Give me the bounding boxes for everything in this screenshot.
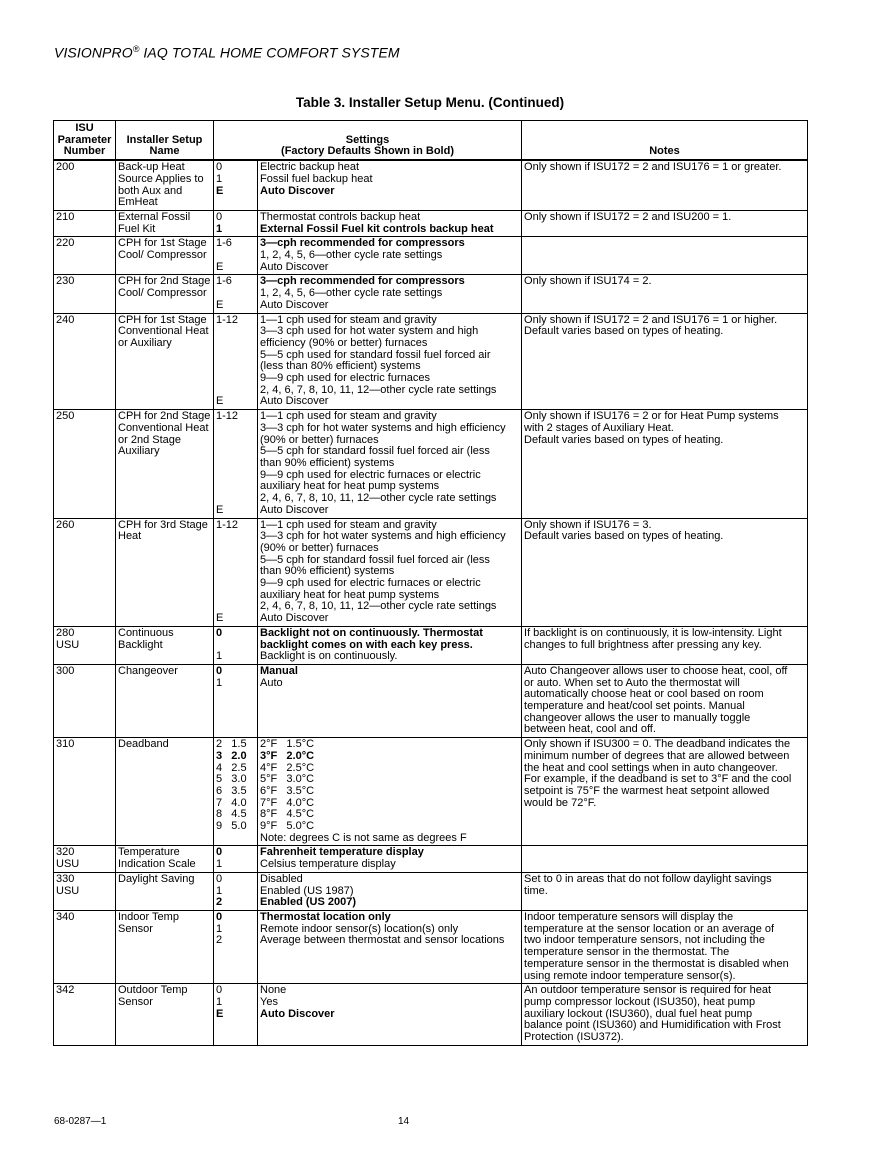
setting-line: 1—1 cph used for steam and gravity	[260, 518, 437, 531]
settings-cell	[258, 160, 522, 210]
option-value: 8 4.5	[216, 808, 247, 821]
setting-line: (less than 80% efficient) systems	[260, 360, 421, 373]
col-header-name: Installer Setup Name	[116, 121, 214, 161]
setting-line: 5—5 cph used for standard fossil fuel forced air	[260, 348, 491, 361]
setting-line: None	[260, 984, 287, 997]
isu-number-cell	[54, 984, 116, 1046]
option-value: 0	[216, 664, 223, 677]
setting-line: 2, 4, 6, 7, 8, 10, 11, 12—other cycle rate settings	[260, 600, 497, 613]
setting-line: Auto Discover	[260, 298, 329, 311]
option-value: 3 2.0	[216, 749, 247, 762]
option-value: 1	[216, 922, 223, 935]
note-line: or auto. When set to Auto the thermostat will	[524, 676, 740, 689]
setting-line: 2, 4, 6, 7, 8, 10, 11, 12—other cycle rate settings	[260, 492, 497, 505]
setting-line: Electric backup heat	[260, 161, 360, 174]
isu-number: 230	[56, 275, 75, 288]
note-line: Only shown if ISU172 = 2 and ISU200 = 1.	[524, 210, 732, 223]
setup-name: Indoor Temp Sensor	[118, 911, 179, 935]
notes-cell	[522, 872, 808, 910]
setting-line: than 90% efficient) systems	[260, 565, 395, 578]
isu-number-cell	[54, 210, 116, 236]
setting-line: than 90% efficient) systems	[260, 456, 395, 469]
option-values-cell	[214, 984, 258, 1046]
setup-name: CPH for 2nd Stage Conventional Heat or 2nd Stage Auxiliary	[118, 410, 211, 458]
settings-cell	[258, 846, 522, 872]
setting-line: 5—5 cph for standard fossil fuel forced air (less	[260, 445, 490, 458]
option-value: 4 2.5	[216, 761, 247, 774]
setup-name-cell	[116, 911, 214, 984]
note-line: An outdoor temperature sensor is required for heat	[524, 984, 772, 997]
setting-line: External Fossil Fuel kit controls backup heat	[260, 222, 494, 235]
note-line: with 2 stages of Auxiliary Heat.	[524, 421, 674, 434]
table-row	[54, 313, 808, 410]
note-line: Only shown if ISU174 = 2.	[524, 275, 652, 288]
setup-name-cell	[116, 410, 214, 518]
setting-line: 1, 2, 4, 5, 6—other cycle rate settings	[260, 249, 443, 262]
isu-number-cell	[54, 738, 116, 846]
table-row	[54, 846, 808, 872]
setting-line: Yes	[260, 995, 278, 1008]
option-values-cell	[214, 872, 258, 910]
option-value: 1-12	[216, 410, 239, 423]
note-line: temperature sensor in the thermostat is disabled when	[524, 957, 789, 970]
setting-line: 6°F 3.5°C	[260, 784, 315, 797]
setting-line: 9—9 cph used for electric furnaces	[260, 372, 430, 385]
option-auto-value: E	[216, 395, 224, 408]
setup-name-cell	[116, 984, 214, 1046]
setup-name-cell	[116, 872, 214, 910]
setting-line: Auto Discover	[260, 503, 329, 516]
option-values-cell	[214, 738, 258, 846]
option-value: 1-6	[216, 275, 232, 288]
option-values-cell	[214, 518, 258, 626]
isu-number-cell	[54, 313, 116, 410]
setup-name: Daylight Saving	[118, 872, 195, 885]
setup-name: CPH for 1st Stage Conventional Heat or Auxiliary	[118, 313, 209, 349]
option-value: E	[216, 184, 224, 197]
table-header-row	[54, 121, 808, 161]
setting-line: Enabled (US 1987)	[260, 884, 354, 897]
option-values-cell	[214, 846, 258, 872]
note-line: Only shown if ISU172 = 2 and ISU176 = 1 or greater.	[524, 161, 782, 174]
setting-line: Auto Discover	[260, 260, 329, 273]
option-values-cell	[214, 410, 258, 518]
table-title: Table 3. Installer Setup Menu. (Continued)	[295, 95, 565, 110]
isu-number: 300	[56, 664, 75, 677]
setting-line: 3—cph recommended for compressors	[260, 237, 465, 250]
isu-number: USU	[56, 638, 80, 651]
note-line: Default varies based on types of heating.	[524, 530, 724, 543]
isu-number: USU	[56, 858, 80, 871]
option-value: 1-6	[216, 237, 232, 250]
setup-name-cell	[116, 738, 214, 846]
option-values-cell	[214, 210, 258, 236]
setup-name: Continuous Backlight	[118, 626, 174, 651]
isu-number-cell	[54, 626, 116, 664]
setting-line: Thermostat location only	[260, 911, 391, 923]
settings-cell	[258, 410, 522, 518]
running-header	[54, 44, 400, 61]
setting-line: 1, 2, 4, 5, 6—other cycle rate settings	[260, 287, 443, 300]
notes-cell	[522, 275, 808, 313]
setup-name-cell	[116, 210, 214, 236]
option-auto-value: E	[216, 298, 224, 311]
option-value: 0	[216, 626, 223, 639]
table-row	[54, 210, 808, 236]
option-value: 0	[216, 872, 223, 885]
notes-cell	[522, 237, 808, 275]
option-values-cell	[214, 160, 258, 210]
isu-number: 320	[56, 846, 75, 859]
isu-number: 240	[56, 313, 75, 326]
setting-line: auxiliary heat for heat pump systems	[260, 480, 440, 493]
table-row	[54, 518, 808, 626]
table-row	[54, 738, 808, 846]
option-values-cell	[214, 911, 258, 984]
setting-line: 3—3 cph for hot water systems and high efficiency	[260, 421, 506, 434]
setting-line: Backlight not on continuously. Thermostat	[260, 626, 483, 639]
note-line: would be 72°F.	[524, 796, 597, 809]
settings-cell	[258, 984, 522, 1046]
setup-name-cell	[116, 237, 214, 275]
isu-number: USU	[56, 884, 80, 897]
note-line: temperature sensor in the thermostat. The	[524, 946, 730, 959]
isu-number: 342	[56, 984, 75, 997]
settings-cell	[258, 738, 522, 846]
option-value: 1	[216, 858, 223, 871]
setting-line: 5—5 cph for standard fossil fuel forced air (less	[260, 553, 490, 566]
note-line: auxiliary lockout (ISU360), dual fuel heat pump	[524, 1007, 753, 1020]
settings-cell	[258, 664, 522, 737]
setting-line: (90% or better) furnaces	[260, 541, 379, 554]
setup-name-cell	[116, 275, 214, 313]
note-line: time.	[524, 884, 548, 897]
note-line: Protection (ISU372).	[524, 1031, 624, 1044]
setting-line: 7°F 4.0°C	[260, 796, 315, 809]
note-line: temperature at the sensor location or an average of	[524, 922, 775, 935]
note-line: pump compressor lockout (ISU350), heat pump	[524, 995, 756, 1008]
option-values-cell	[214, 626, 258, 664]
option-value: 0	[216, 210, 223, 223]
setup-name-cell	[116, 518, 214, 626]
isu-number-cell	[54, 410, 116, 518]
settings-cell	[258, 626, 522, 664]
note-line: temperature and heat/cool set points. Manual	[524, 700, 745, 713]
note-line: minimum number of degrees that are allowed between	[524, 749, 790, 762]
isu-number-cell	[54, 518, 116, 626]
setting-line: 8°F 4.5°C	[260, 808, 315, 821]
setting-line: Manual	[260, 664, 298, 677]
table-row	[54, 984, 808, 1046]
isu-number: 280	[56, 626, 75, 639]
setup-name-cell	[116, 160, 214, 210]
setting-line: Backlight is on continuously.	[260, 650, 398, 663]
isu-number-cell	[54, 664, 116, 737]
notes-cell	[522, 738, 808, 846]
table-row	[54, 872, 808, 910]
notes-cell	[522, 313, 808, 410]
option-value: 0	[216, 161, 223, 174]
notes-cell	[522, 210, 808, 236]
header-title-part1: VISIONPRO	[54, 44, 133, 61]
setup-name: Temperature Indication Scale	[118, 846, 196, 871]
note-line: setpoint is 75°F the warmest heat setpoint allowed	[524, 784, 770, 797]
note-line: between heat, cool and off.	[524, 723, 656, 736]
setting-line: Auto	[260, 676, 283, 689]
note-line: Set to 0 in areas that do not follow daylight savings	[524, 872, 772, 885]
setting-line: Enabled (US 2007)	[260, 896, 356, 909]
note-line: Indoor temperature sensors will display the	[524, 911, 734, 923]
note-line: Default varies based on types of heating.	[524, 433, 724, 446]
setup-name: Back-up Heat Source Applies to both Aux and EmHeat	[118, 161, 204, 209]
setup-name-cell	[116, 664, 214, 737]
isu-number-cell	[54, 911, 116, 984]
option-value: 0	[216, 984, 223, 997]
setting-line: backlight comes on with each key press.	[260, 638, 473, 651]
setting-line: 1—1 cph used for steam and gravity	[260, 313, 437, 326]
setting-line: Auto Discover	[260, 1007, 335, 1020]
settings-cell	[258, 872, 522, 910]
note-line: changes to full brightness after pressing any key.	[524, 638, 762, 651]
note-line: two indoor temperature sensors, not including the	[524, 934, 765, 947]
setup-name: CPH for 2nd Stage Cool/ Compressor	[118, 275, 211, 300]
option-value: 7 4.0	[216, 796, 247, 809]
setup-name: Outdoor Temp Sensor	[118, 984, 188, 1008]
option-value: 2	[216, 934, 223, 947]
option-auto-value: E	[216, 612, 224, 625]
option-values-cell	[214, 664, 258, 737]
table-row	[54, 911, 808, 984]
setting-line: Auto Discover	[260, 184, 335, 197]
setting-line: 9°F 5.0°C	[260, 820, 315, 833]
isu-number: 220	[56, 237, 75, 250]
note-line: using remote indoor temperature sensor(s).	[524, 969, 736, 982]
setup-name-cell	[116, 846, 214, 872]
isu-number-cell	[54, 872, 116, 910]
setup-name: CPH for 1st Stage Cool/ Compressor	[118, 237, 207, 262]
notes-cell	[522, 664, 808, 737]
isu-number: 310	[56, 738, 75, 751]
option-value: 1	[216, 172, 223, 185]
option-value: E	[216, 1007, 224, 1020]
isu-number: 260	[56, 518, 75, 531]
setting-line: 4°F 2.5°C	[260, 761, 315, 774]
option-value: 1	[216, 676, 223, 689]
isu-number: 250	[56, 410, 75, 423]
table-row	[54, 237, 808, 275]
setting-line: 3°F 2.0°C	[260, 749, 315, 762]
note-line: automatically choose heat or cool based on room	[524, 688, 764, 701]
setting-line: Auto Discover	[260, 612, 329, 625]
option-value: 0	[216, 911, 223, 923]
table-row	[54, 160, 808, 210]
notes-cell	[522, 160, 808, 210]
option-auto-value: E	[216, 503, 224, 516]
option-value: 2 1.5	[216, 738, 247, 751]
option-values-cell	[214, 313, 258, 410]
setting-line: 3—3 cph for hot water systems and high efficiency	[260, 530, 506, 543]
note-line: the heat and cool settings when in auto changeover.	[524, 761, 778, 774]
isu-number-cell	[54, 237, 116, 275]
note-line: Default varies based on types of heating.	[524, 325, 724, 338]
col-header-isu: ISU Parameter Number	[54, 121, 116, 161]
setting-line: 2°F 1.5°C	[260, 738, 315, 751]
document-number: 68-0287—1	[54, 1116, 107, 1127]
table-row	[54, 626, 808, 664]
note-line: Only shown if ISU176 = 3.	[524, 518, 652, 531]
setup-name: Changeover	[118, 664, 178, 677]
option-value: 1	[216, 222, 223, 235]
isu-number: 210	[56, 210, 75, 223]
setting-line: 3—cph recommended for compressors	[260, 275, 465, 288]
note-line: Only shown if ISU176 = 2 or for Heat Pump systems	[524, 410, 779, 423]
note-line: Auto Changeover allows user to choose heat, cool, off	[524, 664, 788, 677]
setting-line: efficiency (90% or better) furnaces	[260, 336, 428, 349]
setting-line: 3—3 cph used for hot water system and high	[260, 325, 479, 338]
notes-cell	[522, 911, 808, 984]
setting-line: Average between thermostat and sensor locations	[260, 934, 505, 947]
notes-cell	[522, 984, 808, 1046]
setting-line: Thermostat controls backup heat	[260, 210, 421, 223]
setup-name: External Fossil Fuel Kit	[118, 210, 191, 235]
note-line: changeover allows the user to manually toggle	[524, 711, 751, 724]
page-number: 14	[398, 1116, 410, 1127]
setting-line: auxiliary heat for heat pump systems	[260, 588, 440, 601]
settings-cell	[258, 210, 522, 236]
option-value: 1	[216, 884, 223, 897]
setup-name-cell	[116, 313, 214, 410]
option-value: 1	[216, 995, 223, 1008]
option-value: 5 3.0	[216, 773, 247, 786]
setup-name: Deadband	[118, 738, 169, 751]
option-value: 0	[216, 846, 223, 859]
note-line: Only shown if ISU172 = 2 and ISU176 = 1 or higher.	[524, 313, 778, 326]
option-values-cell	[214, 237, 258, 275]
table-row	[54, 275, 808, 313]
setting-line: Celsius temperature display	[260, 858, 396, 871]
option-value: 1-12	[216, 518, 239, 531]
notes-cell	[522, 626, 808, 664]
isu-number-cell	[54, 846, 116, 872]
settings-cell	[258, 313, 522, 410]
setting-line: 5°F 3.0°C	[260, 773, 315, 786]
installer-setup-table	[53, 120, 808, 1046]
setup-name: CPH for 3rd Stage Heat	[118, 518, 208, 543]
note-line: If backlight is on continuously, it is low-intensity. Light	[524, 626, 782, 639]
option-value: 2	[216, 896, 223, 909]
header-title-part2: IAQ TOTAL HOME COMFORT SYSTEM	[139, 44, 400, 61]
note-line: Only shown if ISU300 = 0. The deadband indicates the	[524, 738, 791, 751]
notes-cell	[522, 846, 808, 872]
note-line: balance point (ISU360) and Humidification with Frost	[524, 1019, 781, 1032]
setting-line: 2, 4, 6, 7, 8, 10, 11, 12—other cycle rate settings	[260, 383, 497, 396]
setting-line: 9—9 cph used for electric furnaces or electric	[260, 577, 481, 590]
option-value: 1	[216, 650, 223, 663]
setting-line: Disabled	[260, 872, 303, 885]
setup-name-cell	[116, 626, 214, 664]
settings-cell	[258, 237, 522, 275]
option-value: 1-12	[216, 313, 239, 326]
setting-line: Auto Discover	[260, 395, 329, 408]
setting-line: 9—9 cph used for electric furnaces or electric	[260, 468, 481, 481]
setting-line: Note: degrees C is not same as degrees F	[260, 831, 467, 844]
settings-cell	[258, 911, 522, 984]
isu-number: 340	[56, 911, 75, 923]
setting-line: (90% or better) furnaces	[260, 433, 379, 446]
settings-cell	[258, 275, 522, 313]
registered-mark: ®	[132, 44, 140, 54]
notes-cell	[522, 518, 808, 626]
option-value: 9 5.0	[216, 820, 247, 833]
setting-line: Remote indoor sensor(s) location(s) only	[260, 922, 459, 935]
table-row	[54, 410, 808, 518]
table-row	[54, 664, 808, 737]
isu-number-cell	[54, 275, 116, 313]
isu-number: 330	[56, 872, 75, 885]
setting-line: 1—1 cph used for steam and gravity	[260, 410, 437, 423]
setting-line: Fahrenheit temperature display	[260, 846, 424, 859]
isu-number-cell	[54, 160, 116, 210]
option-values-cell	[214, 275, 258, 313]
notes-cell	[522, 410, 808, 518]
option-value: 6 3.5	[216, 784, 247, 797]
note-line: For example, if the deadband is set to 3°F and the cool	[524, 773, 792, 786]
option-auto-value: E	[216, 260, 224, 273]
col-header-settings: Settings (Factory Defaults Shown in Bold)	[214, 121, 522, 161]
setting-line: Fossil fuel backup heat	[260, 172, 373, 185]
table-body	[54, 160, 808, 1045]
isu-number: 200	[56, 161, 75, 174]
col-header-notes: Notes	[522, 121, 808, 161]
settings-cell	[258, 518, 522, 626]
